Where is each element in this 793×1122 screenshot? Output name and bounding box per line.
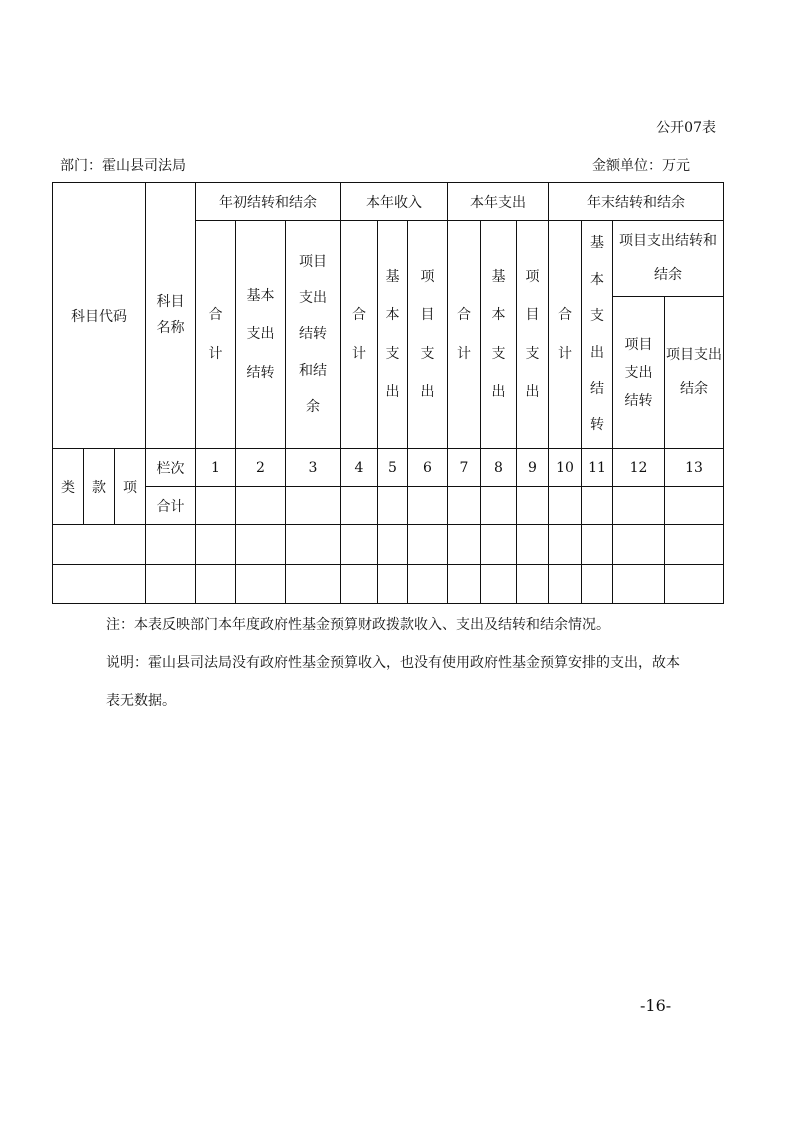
table-row [53,525,724,565]
fund-budget-table [52,182,724,604]
table-cell [517,525,549,565]
table-cell [549,487,582,525]
table-cell [481,487,517,525]
table-cell [448,565,481,604]
page-number: -16- [640,996,672,1015]
table-cell [613,525,665,565]
unit-label: 金额单位：万元 [592,158,690,174]
column-number: 4 [341,449,378,487]
table-cell [549,565,582,604]
table-cell [286,487,341,525]
table-cell [53,565,146,604]
table-cell [582,565,613,604]
department-label: 部门：霍山县司法局 [60,158,186,174]
explanation-line-1: 说明：霍山县司法局没有政府性基金预算收入，也没有使用政府性基金预算安排的支出，故本 [106,655,680,671]
income-basic-header: 基本支出 [378,221,408,449]
table-cell [549,525,582,565]
table-cell [481,525,517,565]
table-cell [582,525,613,565]
closing-project-surplus-header: 项目支出结余 [665,297,724,449]
table-cell [613,565,665,604]
table-cell [196,565,236,604]
column-label: 栏次 [146,449,196,487]
category-xiang: 项 [115,449,146,525]
group-expense: 本年支出 [448,183,549,221]
table-cell [665,525,724,565]
table-cell [196,525,236,565]
table-cell [665,487,724,525]
table-cell [378,525,408,565]
table-cell [408,487,448,525]
table-cell [341,565,378,604]
table-cell [196,487,236,525]
income-project-header: 项目支出 [408,221,448,449]
column-number: 1 [196,449,236,487]
table-cell [517,565,549,604]
table-cell [53,525,146,565]
column-number: 2 [236,449,286,487]
closing-project-group-header: 项目支出结转和结余 [613,221,724,297]
category-kuan: 款 [84,449,115,525]
table-cell [613,487,665,525]
table-row [53,565,724,604]
column-number: 6 [408,449,448,487]
table-cell [378,487,408,525]
table-cell [665,565,724,604]
group-opening-balance: 年初结转和结余 [196,183,341,221]
column-number: 7 [448,449,481,487]
opening-basic-header: 基本支出结转 [236,221,286,449]
column-number: 10 [549,449,582,487]
column-number: 3 [286,449,341,487]
table-cell [582,487,613,525]
table-cell [481,565,517,604]
column-number: 11 [582,449,613,487]
table-note: 注：本表反映部门本年度政府性基金预算财政拨款收入、支出及结转和结余情况。 [106,617,610,633]
column-number: 8 [481,449,517,487]
income-total-header: 合计 [341,221,378,449]
closing-project-carry-header: 项目支出结转 [613,297,665,449]
table-cell [448,525,481,565]
expense-total-header: 合计 [448,221,481,449]
explanation-line-2: 表无数据。 [106,693,176,709]
table-cell [146,565,196,604]
total-label: 合计 [146,487,196,525]
expense-project-header: 项目支出 [517,221,549,449]
subject-name-header: 科目名称 [146,183,196,449]
opening-project-header: 项目支出结转和结余 [286,221,341,449]
table-cell [236,525,286,565]
table-cell [408,525,448,565]
table-cell [341,487,378,525]
group-income: 本年收入 [341,183,448,221]
column-number: 13 [665,449,724,487]
table-cell [236,487,286,525]
table-cell [341,525,378,565]
subject-code-header: 科目代码 [53,183,146,449]
table-cell [286,565,341,604]
table-cell [236,565,286,604]
table-cell [448,487,481,525]
closing-basic-header: 基本支出结转 [582,221,613,449]
column-number: 9 [517,449,549,487]
table-cell [517,487,549,525]
expense-basic-header: 基本支出 [481,221,517,449]
closing-total-header: 合计 [549,221,582,449]
opening-total-header: 合计 [196,221,236,449]
table-cell [146,525,196,565]
column-number: 5 [378,449,408,487]
table-cell [378,565,408,604]
category-lei: 类 [53,449,84,525]
form-number: 公开07表 [656,120,716,136]
column-number: 12 [613,449,665,487]
group-closing-balance: 年末结转和结余 [549,183,724,221]
table-cell [286,525,341,565]
table-cell [408,565,448,604]
